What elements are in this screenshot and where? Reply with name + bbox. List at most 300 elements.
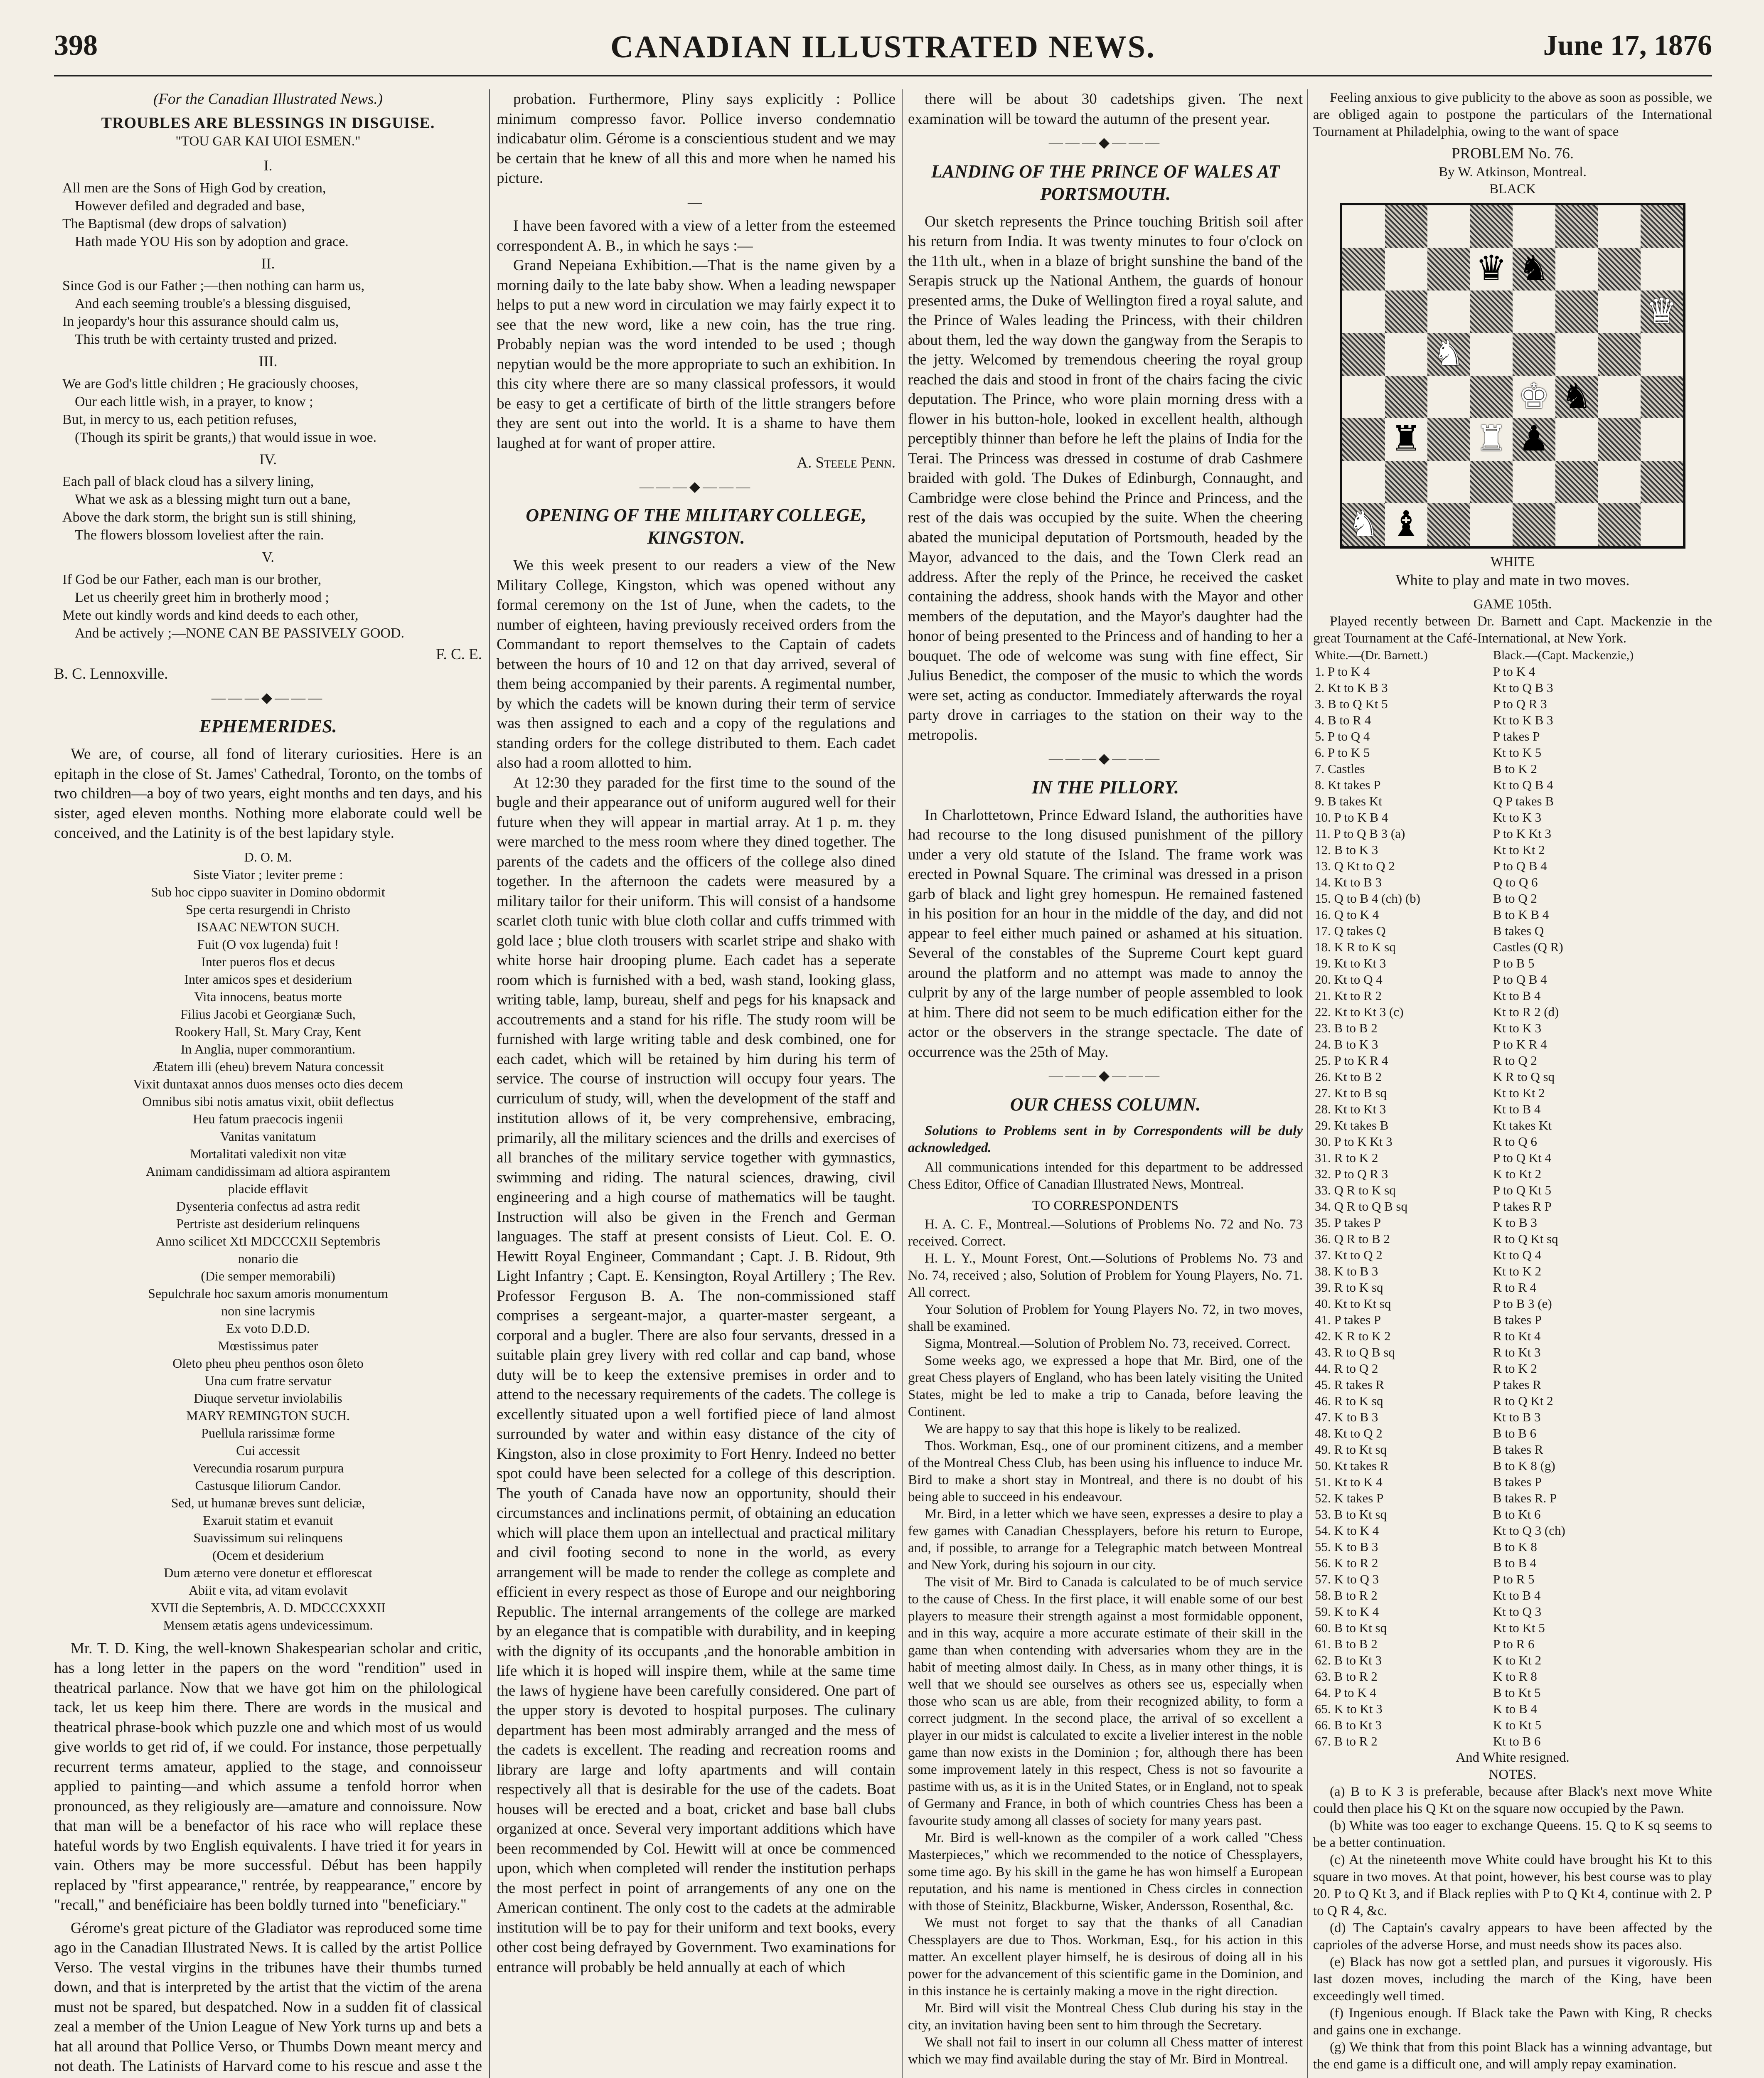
black-move: B to K 2 <box>1493 761 1537 776</box>
board-square <box>1385 291 1428 333</box>
move-row <box>1313 712 1712 728</box>
epitaph-line: Una cum fratre servatur <box>204 1373 332 1388</box>
game-note: (g) We think that from this point Black has a winning advantage, but the end game is a difficult one, and will amply repay examination. <box>1313 2040 1712 2072</box>
epitaph-line: Castusque liliorum Candor. <box>195 1477 341 1493</box>
move-row <box>1313 1668 1712 1684</box>
board-square <box>1598 503 1641 546</box>
white-move: 58. B to R 2 <box>1315 1588 1378 1603</box>
board-square <box>1555 461 1598 504</box>
black-move: P to K R 4 <box>1493 1037 1547 1051</box>
black-move: R to Q 2 <box>1493 1053 1537 1068</box>
white-move: 48. Kt to Q 2 <box>1315 1426 1383 1440</box>
white-move: 49. R to Kt sq <box>1315 1442 1387 1457</box>
white-move: 28. Kt to Kt 3 <box>1315 1102 1386 1116</box>
move-row <box>1313 1636 1712 1652</box>
black-move: B to K 8 (g) <box>1493 1458 1555 1473</box>
epitaph-line: Cui accessit <box>236 1443 300 1458</box>
column-2 <box>497 89 896 2078</box>
black-move: B takes R. P <box>1493 1491 1557 1505</box>
poem-line: If God be our Father, each man is our brother, <box>62 571 322 587</box>
board-square <box>1598 376 1641 419</box>
board-square <box>1598 333 1641 376</box>
board-square <box>1513 248 1555 291</box>
white-move: 30. P to K Kt 3 <box>1315 1134 1393 1149</box>
problem-title: PROBLEM No. 76. <box>1452 145 1574 162</box>
column-1 <box>54 89 482 2078</box>
black-move: B to B 6 <box>1493 1426 1537 1440</box>
white-move: 8. Kt takes P <box>1315 778 1381 792</box>
board-square <box>1470 376 1513 419</box>
black-move: Kt to Q 4 <box>1493 1248 1542 1262</box>
column-divider <box>1307 89 1308 2078</box>
white-move: 7. Castles <box>1315 761 1365 776</box>
white-move: 27. Kt to B sq <box>1315 1086 1387 1100</box>
move-row <box>1313 1393 1712 1409</box>
black-move: Q P takes B <box>1493 794 1554 808</box>
epitaph-line: Mensem ætatis agens undevicessimum. <box>163 1617 373 1632</box>
poem-line: What we ask as a blessing might turn out a bane, <box>75 492 351 507</box>
board-square <box>1470 205 1513 248</box>
move-row <box>1313 809 1712 825</box>
board-square <box>1342 461 1385 504</box>
move-row <box>1313 1603 1712 1620</box>
black-move: Kt to Q 3 (ch) <box>1493 1523 1565 1538</box>
black-move: R to Q 6 <box>1493 1134 1537 1149</box>
stanza-number: V. <box>261 549 275 565</box>
white-move: 59. K to K 4 <box>1315 1604 1379 1619</box>
game-note: (c) At the nineteenth move White could have brought his Kt to this square in two moves. At that point, however, his best course was to play 20. P to Q Kt 3, and if Black replies with P to Q Kt 4, continue with 2. P to Q R 4, &c. <box>1313 1852 1712 1918</box>
black-move: R to Kt 4 <box>1493 1329 1541 1343</box>
white-move: 42. K R to K 2 <box>1315 1329 1391 1343</box>
article-paragraph: We are, of course, all fond of literary curiosities. Here is an epitaph in the close of St. James' Cathedral, Toronto, on the tombs of two children—a boy of two years, eight months and ten days, and his sister, aged eleven months. Nothing more elaborate could well be conceived, and the Latinity is of the best lapidary style. <box>54 746 482 842</box>
black-move: R to Kt 3 <box>1493 1345 1541 1359</box>
black-move: B to Q 2 <box>1493 891 1537 906</box>
move-row <box>1313 680 1712 696</box>
move-row <box>1313 1214 1712 1231</box>
notes-title: NOTES. <box>1488 1767 1537 1782</box>
black-move: K R to Q sq <box>1493 1069 1555 1084</box>
chess-intro: Feeling anxious to give publicity to the above as soon as possible, we are obliged again to postpone the particulars of the International Tournament at Philadelphia, owing to the want of space <box>1313 90 1712 139</box>
black-move: P to R 6 <box>1493 1637 1535 1651</box>
black-move: K to Kt 2 <box>1493 1167 1542 1181</box>
board-square <box>1513 291 1555 333</box>
section-title-chess: OUR CHESS COLUMN. <box>1010 1094 1201 1115</box>
epitaph-line: MARY REMINGTON SUCH. <box>186 1408 350 1423</box>
black-move: Kt to B 3 <box>1493 1410 1541 1424</box>
white-move: 52. K takes P <box>1315 1491 1384 1505</box>
black-move: Q to Q 6 <box>1493 875 1538 889</box>
move-row <box>1313 777 1712 793</box>
board-square <box>1342 376 1385 419</box>
move-row <box>1313 890 1712 906</box>
board-square <box>1555 418 1598 461</box>
move-row <box>1313 1409 1712 1425</box>
epitaph-line: Mortalitati valedixit non vitæ <box>190 1146 346 1161</box>
white-move: 13. Q Kt to Q 2 <box>1315 859 1395 873</box>
white-move: 66. B to Kt 3 <box>1315 1718 1382 1732</box>
poem-line: But, in mercy to us, each petition refuses, <box>62 411 297 427</box>
board-square <box>1598 461 1641 504</box>
article-paragraph: I have been favored with a view of a letter from the esteemed correspondent A. B., in which he says :— <box>497 217 896 254</box>
game-note: (d) The Captain's cavalry appears to have been affected by the caprioles of the adverse Horse, and must needs show its paces also. <box>1313 1920 1712 1952</box>
divider-ornament: — <box>688 194 704 210</box>
problem-author: By W. Atkinson, Montreal. <box>1439 164 1587 180</box>
move-row <box>1313 1376 1712 1393</box>
article-paragraph: We this week present to our readers a view of the New Military College, Kingston, which was opened without any formal ceremony on the 1st of June, when the cadets, to the number of eighteen, having previously received orders from the Commandant to report themselves to the Captain of cadets between the hours of 10 and 12 on that day arrived, several of them being accompanied by their parents. A regimental number, by which the cadets will be known during their term of service was then assigned to each and a copy of the regulations and standing orders for the college distributed to them. Each cadet also had a room allotted to him. <box>497 557 896 771</box>
white-move: 22. Kt to Kt 3 (c) <box>1315 1005 1404 1019</box>
epitaph-line: Heu fatum praecocis ingenii <box>193 1111 343 1126</box>
white-move: 57. K to Q 3 <box>1315 1572 1379 1586</box>
white-move: 4. B to R 4 <box>1315 713 1371 727</box>
white-move: 32. P to Q R 3 <box>1315 1167 1388 1181</box>
epitaph-line: Exaruit statim et evanuit <box>203 1512 333 1528</box>
white-move: 23. B to B 2 <box>1315 1021 1378 1035</box>
move-row <box>1313 1506 1712 1522</box>
move-row <box>1313 1652 1712 1668</box>
board-square <box>1427 248 1470 291</box>
epitaph-line: Spe certa resurgendi in Christo <box>186 901 350 917</box>
move-row <box>1313 1587 1712 1603</box>
white-move: 53. B to Kt sq <box>1315 1507 1387 1522</box>
article-paragraph: We must not forget to say that the thanks of all Canadian Chessplayers are due to Thos. Workman, Esq., for his action in this matter. An excellent player himself, he is desirous of doing all in his power for the advancement of this scientific game in the Dominion, and in this instance he is certainly making a move in the right direction. <box>908 1915 1303 1999</box>
white-move: 35. P takes P <box>1315 1215 1381 1230</box>
move-row <box>1313 1295 1712 1312</box>
epitaph-line: Siste Viator ; leviter preme : <box>193 867 343 882</box>
black-move: Kt to Kt 5 <box>1493 1620 1545 1635</box>
article-paragraph: Thos. Workman, Esq., one of our prominent citizens, and a member of the Montreal Chess Club, has been using his influence to induce Mr. Bird to make a short stay in Montreal, and there is no doubt of his being able to succeed in his endeavour. <box>908 1438 1303 1504</box>
problem-caption: White to play and mate in two moves. <box>1395 571 1630 589</box>
board-square <box>1385 503 1428 546</box>
board-square <box>1385 205 1428 248</box>
poem-line: Mete out kindly words and kind deeds to each other, <box>62 607 359 623</box>
board-square <box>1641 333 1683 376</box>
black-move: B to Kt 5 <box>1493 1685 1541 1700</box>
board-square <box>1555 503 1598 546</box>
move-row <box>1313 1069 1712 1085</box>
board-square <box>1598 418 1641 461</box>
black-move: P to Q B 4 <box>1493 859 1547 873</box>
epitaph-line: Inter pueros flos et decus <box>201 954 335 969</box>
board-square <box>1641 248 1683 291</box>
white-move: 36. Q R to B 2 <box>1315 1231 1390 1246</box>
move-row <box>1313 1052 1712 1069</box>
board-square <box>1555 205 1598 248</box>
section-title-ephemerides: EPHEMERIDES. <box>199 716 337 736</box>
epitaph-line: XVII die Septembris, A. D. MDCCCXXXII <box>150 1600 386 1615</box>
board-black-label: BLACK <box>1489 181 1536 197</box>
white-move: 62. B to Kt 3 <box>1315 1653 1382 1667</box>
stanza-number: I. <box>263 157 273 174</box>
masthead <box>54 29 1712 71</box>
white-move: 9. B takes Kt <box>1315 794 1382 808</box>
black-move: B takes R <box>1493 1442 1543 1457</box>
divider-ornament: ———◆——— <box>639 479 753 495</box>
board-square <box>1470 333 1513 376</box>
epitaph-line: Verecundia rosarum purpura <box>192 1460 344 1475</box>
board-square <box>1555 333 1598 376</box>
black-move: Kt to B 4 <box>1493 1102 1541 1116</box>
board-square <box>1470 461 1513 504</box>
board-square <box>1385 248 1428 291</box>
poem-line: In jeopardy's hour this assurance should calm us, <box>62 314 339 329</box>
black-move: P to Q B 4 <box>1493 972 1547 987</box>
move-row <box>1313 1490 1712 1506</box>
white-move: 38. K to B 3 <box>1315 1264 1378 1278</box>
white-move: 31. R to K 2 <box>1315 1150 1378 1165</box>
poem-line: Hath made YOU His son by adoption and grace. <box>75 234 349 249</box>
move-row <box>1313 1701 1712 1717</box>
board-square <box>1598 248 1641 291</box>
epitaph-line: Mœstissimus pater <box>218 1338 318 1353</box>
black-move: R to Q Kt 2 <box>1493 1394 1553 1408</box>
correspondent-entry: H. A. C. F., Montreal.—Solutions of Problems No. 72 and No. 73 received. Correct. <box>908 1216 1303 1249</box>
black-move: B to K 8 <box>1493 1539 1537 1554</box>
move-row <box>1313 1198 1712 1214</box>
white-move: 10. P to K B 4 <box>1315 810 1388 825</box>
correspondents-title: TO CORRESPONDENTS <box>1032 1198 1179 1213</box>
article-paragraph: We shall not fail to insert in our column all Chess matter of interest which we may find available during the stay of Mr. Bird in Montreal. <box>908 2034 1303 2067</box>
epitaph-line: Oleto pheu pheu penthos oson ôleto <box>172 1355 364 1371</box>
black-move: P to Q R 3 <box>1493 697 1547 711</box>
board-square <box>1513 376 1555 419</box>
black-move: P takes R <box>1493 1377 1541 1392</box>
white-move: 18. K R to K sq <box>1315 940 1396 954</box>
white-move: 25. P to K R 4 <box>1315 1053 1388 1068</box>
move-row <box>1313 1312 1712 1328</box>
poem-credit: (For the Canadian Illustrated News.) <box>153 91 383 108</box>
epitaph-line: Abiit e vita, ad vitam evolavit <box>188 1582 348 1598</box>
game-note: (a) B to K 3 is preferable, because after Black's next move White could then place his Q Kt on the square now occupied by the Pawn. <box>1313 1784 1712 1816</box>
poem-line: And each seeming trouble's a blessing disguised, <box>75 296 351 311</box>
game-notes <box>1313 1783 1712 2073</box>
move-row <box>1313 955 1712 971</box>
chess-piece-black-n: ♞ <box>1561 377 1592 416</box>
poem-epigraph: "TOU GAR KAI UIOI ESMEN." <box>175 134 361 149</box>
epitaph-line: Animam candidissimam ad altiora aspirantem <box>145 1163 391 1179</box>
white-move: 43. R to Q B sq <box>1315 1345 1395 1359</box>
move-row <box>1313 1133 1712 1150</box>
epitaph-line: Filius Jacobi et Georgianæ Such, <box>180 1006 356 1022</box>
epitaph-line: Puellula rarissimæ forme <box>201 1425 335 1440</box>
chess-piece-black-q: ♛ <box>1476 249 1507 288</box>
stanza-number: IV. <box>259 451 277 468</box>
chess-piece-black-r: ♜ <box>1390 420 1422 459</box>
epitaph-line: Inter amicos spes et desiderium <box>184 971 352 987</box>
move-row <box>1313 1036 1712 1052</box>
board-square <box>1385 461 1428 504</box>
article-paragraph: Grand Nepeiana Exhibition.—That is the name given by a morning daily to the late baby show. When a leading newspaper helps to put a new word in circulation we may fairly expect it to see that the new word, like a new coin, has the true ring. Probably nepian was the word intended to be used ; though nepytian would be the more appropriate to such an exhibition. In this city where there are so many classical professors, it would be easy to get a certificate of birth of the little strangers before they are sent out into the world. It is a shame to have them laughed at for want of proper attire. <box>497 257 896 452</box>
move-row <box>1313 1231 1712 1247</box>
poem-line: Let us cheerily greet him in brotherly mood ; <box>75 589 329 605</box>
move-row <box>1313 1279 1712 1295</box>
white-move: 19. Kt to Kt 3 <box>1315 956 1386 970</box>
epitaph-line: Ex voto D.D.D. <box>226 1320 310 1336</box>
section-title-landing: LANDING OF THE PRINCE OF WALES AT PORTSMOUTH. <box>931 161 1280 204</box>
epitaph-line: (Die semper memorabili) <box>201 1268 335 1283</box>
move-row <box>1313 1117 1712 1133</box>
move-row <box>1313 1441 1712 1458</box>
move-row <box>1313 825 1712 842</box>
article-signature: A. Steele Penn. <box>797 454 896 471</box>
poem-line: (Though its spirit be grants,) that would issue in woe. <box>75 429 377 445</box>
epitaph-line: Suavissimum sui relinquens <box>193 1530 343 1545</box>
white-move: 51. Kt to K 4 <box>1315 1475 1383 1489</box>
board-square <box>1427 418 1470 461</box>
move-row <box>1313 1555 1712 1571</box>
black-move: Kt to Kt 2 <box>1493 842 1545 857</box>
white-move: 55. K to B 3 <box>1315 1539 1378 1554</box>
chess-board <box>1340 203 1685 549</box>
poem-line: And be actively ;—NONE CAN BE PASSIVELY GOOD. <box>75 625 405 641</box>
poem-line: All men are the Sons of High God by creation, <box>62 180 326 196</box>
epitaph-line: In Anglia, nuper commorantium. <box>180 1041 356 1056</box>
white-move: 47. K to B 3 <box>1315 1410 1378 1424</box>
move-row <box>1313 728 1712 744</box>
black-move: Kt to Kt 2 <box>1493 1086 1545 1100</box>
black-move: P to K Kt 3 <box>1493 826 1551 841</box>
board-square <box>1470 418 1513 461</box>
board-square <box>1598 205 1641 248</box>
move-row <box>1313 1522 1712 1539</box>
white-move: 26. Kt to B 2 <box>1315 1069 1382 1084</box>
white-move: 39. R to K sq <box>1315 1280 1383 1295</box>
white-move: 5. P to Q 4 <box>1315 729 1370 744</box>
epitaph-line: ISAAC NEWTON SUCH. <box>197 919 340 934</box>
page-number: 398 <box>54 30 98 62</box>
move-row <box>1313 858 1712 874</box>
game-result: And White resigned. <box>1456 1750 1570 1765</box>
header-rule <box>54 75 1712 76</box>
move-row <box>1313 1263 1712 1279</box>
move-row <box>1313 1539 1712 1555</box>
chess-piece-black-p: ♟ <box>1518 420 1550 459</box>
white-move: 14. Kt to B 3 <box>1315 875 1382 889</box>
white-move: 16. Q to K 4 <box>1315 907 1379 922</box>
epitaph-line: D. O. M. <box>244 849 292 864</box>
correspondent-entry: Your Solution of Problem for Young Players No. 72, in two moves, shall be examined. <box>908 1302 1303 1334</box>
epitaph-line: non sine lacrymis <box>221 1303 315 1318</box>
board-square <box>1427 291 1470 333</box>
epitaph-line: nonario die <box>238 1251 298 1266</box>
chess-piece-white-r: ♜ <box>1476 420 1507 459</box>
move-row <box>1313 1166 1712 1182</box>
white-move: 12. B to K 3 <box>1315 842 1378 857</box>
move-row <box>1313 1474 1712 1490</box>
black-move: Kt to K B 3 <box>1493 713 1553 727</box>
epitaph-line: Fuit (O vox lugenda) fuit ! <box>197 936 339 952</box>
board-square <box>1342 503 1385 546</box>
epitaph-line: Vita innocens, beatus morte <box>194 989 342 1004</box>
black-move: Kt to K 3 <box>1493 810 1542 825</box>
black-move: P to R 5 <box>1493 1572 1535 1586</box>
epitaph-line: Diuque servetur inviolabilis <box>194 1390 342 1406</box>
board-square <box>1427 333 1470 376</box>
move-row <box>1313 696 1712 712</box>
white-move: 11. P to Q B 3 (a) <box>1315 826 1405 841</box>
black-move: B to B 4 <box>1493 1556 1537 1570</box>
column-3 <box>908 89 1303 2078</box>
move-row <box>1313 1020 1712 1036</box>
move-row <box>1313 923 1712 939</box>
divider-ornament: ———◆——— <box>211 690 325 706</box>
latin-epitaph <box>54 848 482 1634</box>
divider-ornament: ———◆——— <box>1048 135 1162 150</box>
white-move: 37. Kt to Q 2 <box>1315 1248 1383 1262</box>
epitaph-line: Sepulchrale hoc saxum amoris monumentum <box>148 1285 388 1301</box>
issue-date: June 17, 1876 <box>1543 30 1712 62</box>
board-square <box>1513 461 1555 504</box>
board-square <box>1555 248 1598 291</box>
board-square <box>1427 503 1470 546</box>
column-divider <box>902 89 903 2078</box>
black-move: B to K B 4 <box>1493 907 1549 922</box>
poem-line: Since God is our Father ;—then nothing can harm us, <box>62 278 365 293</box>
poem-stanzas <box>54 156 482 642</box>
white-move: 40. Kt to Kt sq <box>1315 1296 1391 1311</box>
black-move: P takes P <box>1493 729 1540 744</box>
move-row <box>1313 842 1712 858</box>
move-row <box>1313 663 1712 680</box>
move-row <box>1313 1101 1712 1117</box>
move-row <box>1313 1620 1712 1636</box>
move-row <box>1313 1004 1712 1020</box>
poem-line: The flowers blossom loveliest after the rain. <box>75 527 324 543</box>
epitaph-line: Ætatem illi (eheu) brevem Natura concessit <box>152 1059 384 1074</box>
article-paragraph: there will be about 30 cadetships given. The next examination will be toward the autumn of the present year. <box>908 91 1303 128</box>
black-move: P to Q Kt 5 <box>1493 1183 1551 1197</box>
board-square <box>1641 503 1683 546</box>
move-row <box>1313 971 1712 987</box>
column-4 <box>1313 89 1712 2078</box>
article-paragraph: Mr. Bird is well-known as the compiler of a work called "Chess Masterpieces," which we recommended to the notice of Chessplayers, some time ago. By his skill in the game he has won himself a European reputation, and his name is mentioned in Chess circles in connection with those of Steinitz, Blackburne, Wisker, Andersson, Rosenthal, &c. <box>908 1830 1303 1913</box>
white-move: 29. Kt takes B <box>1315 1118 1389 1133</box>
white-move: 56. K to R 2 <box>1315 1556 1378 1570</box>
black-move: P to K 4 <box>1493 664 1535 679</box>
chess-piece-white-k: ♚ <box>1518 377 1550 416</box>
board-square <box>1598 291 1641 333</box>
article-paragraph: At 12:30 they paraded for the first time to the sound of the bugle and their appearance out of uniform augured well for their future when they will appear in martial array. At 1 p. m. they were marched to the mess room where they dined together. The parents of the cadets and the officers of the college also dined together. In the afternoon the cadets were measured by a military tailor for their uniform. This will consist of a handsome scarlet cloth tunic with blue cloth collar and cuffs trimmed with gold lace ; blue cloth trousers with scarlet stripe and shako with white horse hair drooping plume. Each cadet has a seperate room which is furnished with a bed, wash stand, looking glass, writing table, lamp, bureau, shelf and pegs for his knapsack and accoutrements and a stand for his rifle. The study room will be furnished with large writing table and desk combined, one for each cadet, which will be retained by him during his term of service. The course of instruction will occupy four years. The curriculum of study, will, when the development of the staff and institution allows of it, be very comprehensive, embracing, primarily, all the military sciences and the drills and exercises of all branches of the military service together with gymnastics, swimming and riding. The natural sciences, drawing, civil engineering and a high course of mathematics will be taught. Instruction will also be given in the French and German languages. The staff at present consists of Lieut. Col. E. O. Hewitt Royal Engineer, Commandant ; Capt. J. B. Ridout, 9th Light Infantry ; Capt. E. Kensington, Royal Artillery ; The Rev. Professor Ferguson B. A. The non-commissioned staff comprises a sergeant-major, a quarter-master sergeant, a corporal and a bugler. There are also four servants, dressed in a suitable plain grey livery with red collar and cap band, whose duty will be to keep the extensive premises in order and to attend to the necessary requirements of the cadets. The college is excellently situated upon a well fortified piece of land almost surrounded by water and within easy distance of the city of Kingston, also in close proximity to Fort Henry. Indeed no better spot could have been selected for a college of this description. The youth of Canada have now an opportunity, should their circumstances and inclinations permit, of obtaining an education which will place them upon an intellectual and practical military and civil footing second to none in the world, as every arrangement will be made to render the college as complete and efficient in every respect as those of Europe and our neighboring Republic. The internal arrangements of the college are marked by an elegance that is compatible with durability, and in keeping with the dignity of its occupants ,and the honorable ambition in life which it is hoped will inspire them, while at the same time the laws of hygiene have been carefully considered. One part of the upper story is devoted to hospital purposes. The culinary department has been most admirably arranged and the mess of the cadets is excellent. The reading and recreation rooms and library are large and lofty apartments and will contain respectively all that is desirable for the use of the cadets. Boat houses will be erected and a boat, cricket and base ball clubs organized at once. Several very important additions which have been recommended by Col. Hewitt will at once be commenced upon, which when completed will render the institution perhaps the most perfect in point of arrangements of any one on the American continent. The only cost to the cadets at the admirable institution will be to pay for their uniform and text books, every other cost being defrayed by Government. Two examinations for entrance will probably be held annually at each of which <box>497 774 896 1976</box>
article-paragraph: probation. Furthermore, Pliny says explicitly : Pollice minimum compresso favor. Pollice inverso condemnatio indicabatur olim. Gérome is a conscientious student and we may be certain that he knew of all this and more when he named his picture. <box>497 91 896 187</box>
white-move: 20. Kt to Q 4 <box>1315 972 1383 987</box>
black-move: K to Kt 5 <box>1493 1718 1542 1732</box>
white-move: 65. K to Kt 3 <box>1315 1701 1383 1716</box>
board-square <box>1470 503 1513 546</box>
move-row <box>1313 1182 1712 1198</box>
article-paragraph: The visit of Mr. Bird to Canada is calculated to be of much service to the cause of Chess. In the first place, it will enable some of our best players to measure their strength against a most formidable opponent, and in this way, acquire a more accurate estimate of their skill in the game than when contending with adversaries whom they are in the habit of meeting almost daily. In Chess, as in many other things, it is well that we should see ourselves as others see us, especially when those who scan us are able, from their recognized ability, to form a correct judgment. In the second place, the arrival of so excellent a player in our midst is calculated to excite a livelier interest in the noble game than now exists in the Dominion ; for, although there has been some improvement lately in this respect, Chess is not so favourite a pastime with us, as it is in the United States, or in England, not to speak of Germany and France, in both of which countries Chess has been a favourite study among all classes of society for many years past. <box>908 1574 1303 1828</box>
black-move: P to B 3 (e) <box>1493 1296 1552 1311</box>
black-move: Kt takes Kt <box>1493 1118 1552 1133</box>
board-square <box>1555 376 1598 419</box>
white-move: 6. P to K 5 <box>1315 745 1370 760</box>
board-square <box>1470 291 1513 333</box>
board-square <box>1427 205 1470 248</box>
board-square <box>1513 333 1555 376</box>
game-note: (e) Black has now got a settled plan, and pursues it vigorously. His last dozen moves, including the march of the King, have been exceedingly well timed. <box>1313 1955 1712 2004</box>
black-move: K to Kt 2 <box>1493 1653 1542 1667</box>
epitaph-line: Dum æterno vere donetur et efflorescat <box>164 1565 372 1580</box>
white-player-header: White.—(Dr. Barnett.) <box>1315 648 1428 662</box>
move-row <box>1313 1360 1712 1376</box>
move-row <box>1313 1085 1712 1101</box>
move-row <box>1313 744 1712 761</box>
column-divider <box>489 89 490 2078</box>
epitaph-line: Sub hoc cippo suaviter in Domino obdormit <box>151 884 385 899</box>
poem-line: We are God's little children ; He graciously chooses, <box>62 376 359 391</box>
chess-note: Solutions to Problems sent in by Correspondents will be duly acknowledged. <box>908 1123 1303 1155</box>
move-row <box>1313 1733 1712 1749</box>
black-move: Kt to B 6 <box>1493 1734 1541 1748</box>
board-square <box>1427 376 1470 419</box>
